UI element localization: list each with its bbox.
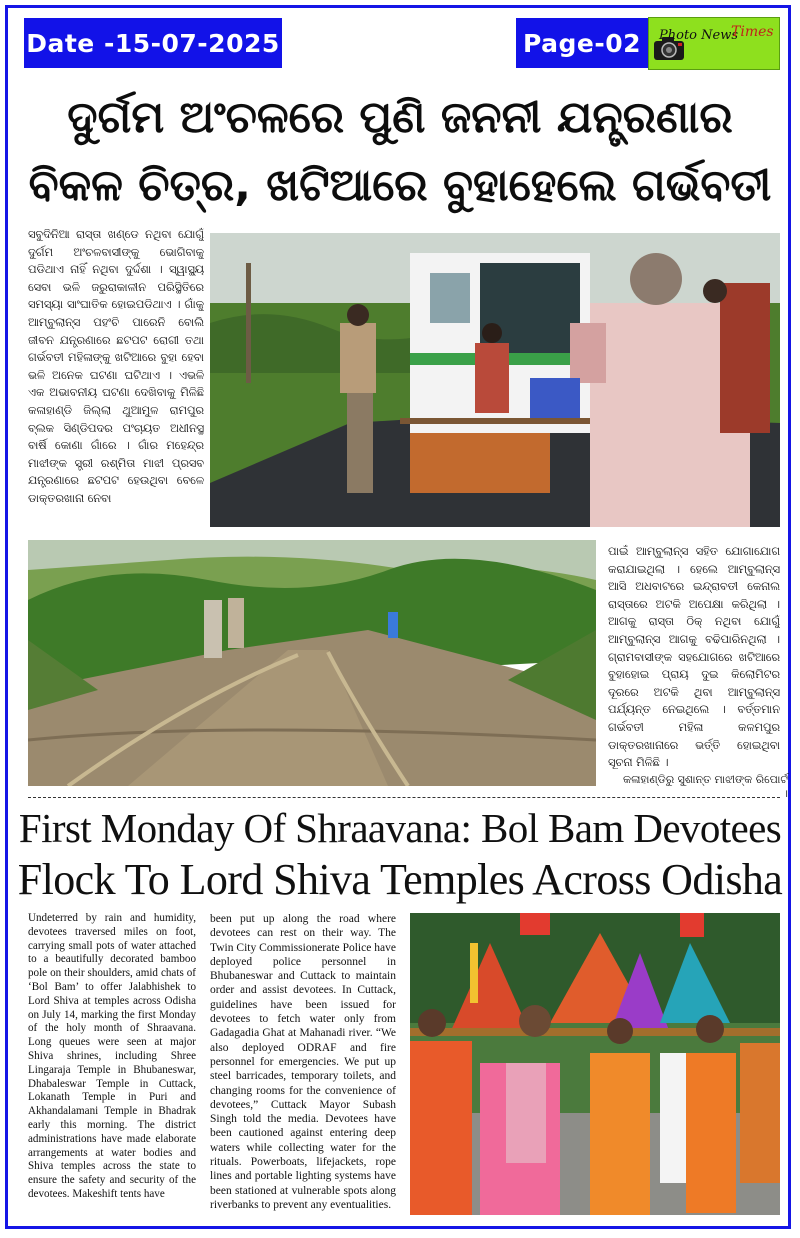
page-number-badge — [516, 18, 648, 68]
devotees-procession-photo — [410, 913, 780, 1215]
story1-headline-line2: ବିକଳ ଚିତ୍ର, ଖଟିଆରେ ବୁହାହେଲେ ଗର୍ଭବତୀ — [28, 160, 772, 211]
ambulance-cot-photo — [210, 233, 780, 527]
muddy-road-photo — [28, 540, 596, 786]
logo-text-times: Times — [731, 24, 774, 40]
date-label: Date -15-07-2025 — [26, 28, 280, 58]
story1-headline-line1: ଦୁର୍ଗମ ଅଂଚଳରେ ପୁଣି ଜନନୀ ଯନ୍ତ୍ରଣାର — [67, 92, 733, 143]
story1-body-right: ପାଇଁ ଆମ୍ବୁଲାନ୍ସ ସହିତ ଯୋଗାଯୋଗ କରାଯାଇଥିଲା । ହେଲେ ଆମ୍ବୁଲାନ୍ସ ଆସି ଅଧବାଟରେ ଇନ୍ଦ୍ରାବତୀ କେନାଲ ରାସ୍ତାରେ ଅଟକି ଅପେକ୍ଷା କରିଥିଲା । ଆଗକୁ ରାସ୍ତା ଠିକ୍ ନଥିବା ଯୋଗୁଁ ଆମ୍ବୁଲାନ୍ସ ଆଗକୁ ବଢିପାରିନଥିଲା । ଗ୍ରାମବାସୀଙ୍କ ସହଯୋଗରେ ଖଟିଆରେ ବୁହାହୋଇ ପ୍ରାୟ ଦୁଇ କିଲୋମିଟର ଦୂରରେ ଅଟକି ଥିବା ଆମ୍ବୁଲାନ୍ସ ପର୍ଯ୍ୟନ୍ତ ନେଇଥିଲେ । ବର୍ତ୍ତମାନ ଗର୍ଭବତୀ ମହିଳା କଳମପୁର ଡାକ୍ତରଖାନାରେ ଭର୍ତ୍ତି ହୋଇଥିବା ସୂଚନା ମିଳିଛି । — [608, 545, 780, 770]
section-divider — [28, 797, 780, 798]
story1-body-left: ସବୁଦିନିଆ ରାସ୍ତା ଖଣ୍ଡେ ନଥିବା ଯୋଗୁଁ ଦୁର୍ଗମ ଅଂଚଳବାସୀଙ୍କୁ ଭୋଗିବାକୁ ପଡିଥାଏ ନାହିଁ ନଥିବା ଦୁର୍ଦ୍ଦଶା । ସ୍ୱାସ୍ଥ୍ୟ ସେବା ଭଳି ଜରୁରାକାଳୀନ ପରିସ୍ଥିତିରେ ସମସ୍ୟା ସାଂଘାତିକ ହୋଇପଡିଥାଏ । ଗାଁକୁ ଆମ୍ବୁଲାନ୍ସ ପହଂଚି ପାରେନି ବୋଲି ଜୀବନ ଯନ୍ତ୍ରଣାରେ ଛଟପଟ ରୋଗୀ ତଥା ଗର୍ଭବତୀ ମହିଳାଙ୍କୁ ଖଟିଆରେ ବୁହା ହେବା ଭଳି ଅନେକ ଘଟଣା ଘଟିଥାଏ । ଏଭଳି ଏକ ଅଭାବନୀୟ ଘଟଣା ଦେଖିବାକୁ ମିଳିଛି କଳାହାଣ୍ଡି ଜିଲ୍ଲା ଥୁଆମୁଳ ରାମପୁର ବ୍ଲକ ସିଣ୍ଡିପଦର ପଂଚାୟତ ଅଧୀନସ୍ଥ ବାର୍ଷି କୋଣା ଗାଁରେ । ଗାଁର ମହେନ୍ଦ୍ର ମାଝୀଙ୍କ ସ୍ତ୍ରୀ ରଶ୍ମିତା ମାଝୀ ପ୍ରସବ ଯନ୍ତ୍ରଣାରେ ଛଟପଟ ହେଉଥିବା ବେଳେ ଡାକ୍ତରଖାନା ନେବା — [28, 228, 204, 505]
logo-text-photo-news: Photo News — [659, 28, 738, 43]
page-label: Page-02 — [522, 28, 642, 58]
story2-column-1: Undeterred by rain and humidity, devotees traversed miles on foot, carrying small pots of water attached to a beautifully decorated bamboo pole on their shoulders, amid chats of ‘Bol Bam’ to offer Jalabhishek to Lord Shiva at temples across Odisha on July 14, marking the first Monday of the holy month of Shraavana. Long queues were seen at major Shiva shrines, including Shree Lingaraja Temple in Bhubaneswar, Dhabaleswar Temple in Cuttack, Lokanath Temple in Puri and Akhandalamani Temple in Bhadrak early this morning. The district administrations have made elaborate arrangements at water bodies and Shiva temples across the state to ensure the safety and security of the devotees. Makeshift tents have — [28, 912, 196, 1200]
newspaper-logo — [648, 17, 780, 70]
date-badge — [24, 18, 282, 68]
story1-reporter-credit: କଳାହାଣ୍ଡିରୁ ସୁଶାନ୍ତ ମାଝୀଙ୍କ ରିପୋର୍ଟ । — [622, 773, 788, 800]
story2-headline-line2: Flock To Lord Shiva Temples Across Odisha — [17, 855, 783, 904]
story2-column-2: been put up along the road where devotees can rest on their way. The Twin City Commissionerate Police have deployed police personnel in Bhubaneswar and Cuttack to maintain order and assist devotees. In Cuttack, guidelines have been issued for devotees to fetch water only from Gadagadia Ghat at Mahanadi river. “We also deployed ODRAF and fire personnel for emergencies. We put up steel barricades, temporary toilets, and changing rooms for the convenience of devotees,” Cuttack Mayor Subash Singh told the media. Devotees have been cautioned against entering deep waters while collecting water for the rituals. Powerboats, lifejackets, rope lines and portable lighting systems have been stationed at vulnerable spots along riverbanks to prevent any eventualities. — [210, 913, 396, 1211]
story2-headline-line1: First Monday Of Shraavana: Bol Bam Devotees — [18, 805, 782, 851]
